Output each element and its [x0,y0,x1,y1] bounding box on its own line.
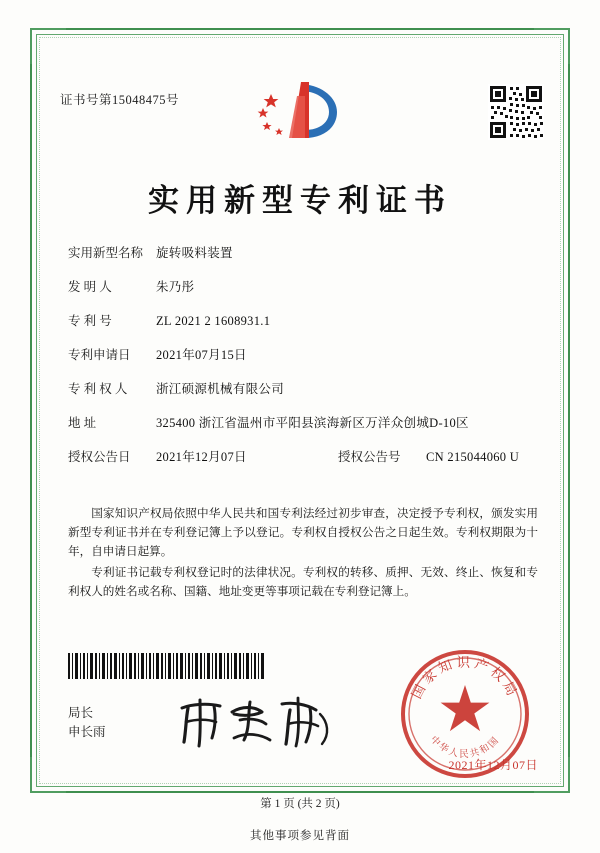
field-label: 实用新型名称 [68,246,144,260]
field-label-grant-number: 授权公告号 [338,450,401,464]
seal-bottom-text: 中华人民共和国 [427,734,503,760]
field-value: 朱乃彤 [156,280,195,294]
signature-name: 申长雨 [68,725,106,740]
corner-ornament-top-right [534,28,570,64]
field-row-patent-number [68,313,540,331]
field-value-grant-number: CN 215044060 U [426,450,520,464]
field-value: 325400 浙江省温州市平阳县滨海新区万洋众创城D-10区 [156,416,469,430]
barcode-icon [68,653,264,679]
seal-date: 2021年12月07日 [448,758,538,772]
field-row-utility-model-name [68,245,540,263]
field-value: 旋转吸料装置 [156,246,233,260]
field-label: 专 利 号 [68,314,112,328]
field-list [68,245,540,483]
field-row-application-date [68,347,540,365]
field-value: 2021年07月15日 [156,348,247,362]
paragraph-grant-statement: 国家知识产权局依照中华人民共和国专利法经过初步审查，决定授予专利权，颁发实用新型专利证书并在专利登记簿上予以登记。专利权自授权公告之日起生效。专利权期限为十年，自申请日起算。 [68,507,538,558]
signature-title: 局长 [68,706,94,720]
field-label: 专利申请日 [68,348,131,362]
field-value-grant-date: 2021年12月07日 [156,450,247,464]
handwritten-signature-icon [170,694,340,752]
paragraph-registry-statement: 专利证书记载专利权登记时的法律状况。专利权的转移、质押、无效、终止、恢复和专利权人的姓名或名称、国籍、地址变更等事项记载在专利登记簿上。 [68,566,538,599]
field-value: ZL 2021 2 1608931.1 [156,314,271,328]
field-label: 发 明 人 [68,280,112,294]
footer-note: 其他事项参见背面 [250,830,350,842]
corner-ornament-bottom-right [534,757,570,793]
page-title: 实用新型专利证书 [148,183,452,219]
signature-block [68,704,106,743]
field-label: 专 利 权 人 [68,382,128,396]
field-row-patentee [68,381,540,399]
corner-ornament-top-left [30,28,66,64]
cnipa-logo-icon [245,78,355,144]
page-number: 第 1 页 (共 2 页) [260,798,340,810]
field-row-inventor [68,279,540,297]
body-paragraphs [68,505,538,605]
seal-top-text: 国家知识产权局 [408,655,522,702]
certificate-number: 证书号第15048475号 [60,93,180,107]
field-row-address [68,415,540,433]
field-label-grant-date: 授权公告日 [68,450,131,464]
field-label: 地 址 [68,416,97,430]
field-row-grant-announcement [68,449,540,467]
qr-code-icon [488,84,544,140]
corner-ornament-bottom-left [30,757,66,793]
field-value: 浙江硕源机械有限公司 [156,382,285,396]
